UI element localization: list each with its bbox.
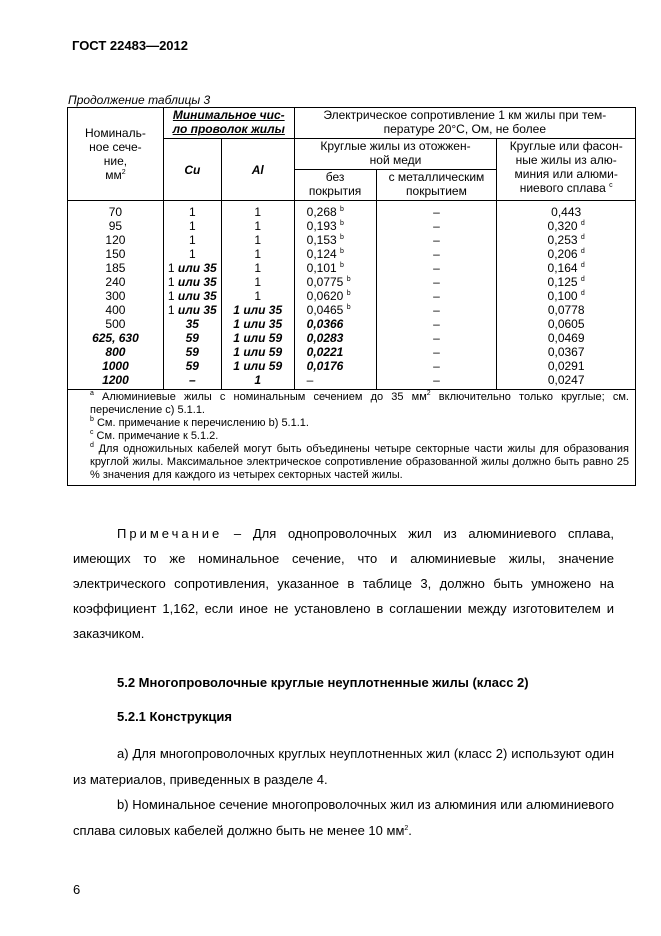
cell-r-no-coating: 0,0221 xyxy=(294,345,376,359)
table-row xyxy=(68,247,636,261)
cell-r-aluminium: 0,320 $^d$ xyxy=(497,219,636,233)
cell-cu: 1 xyxy=(163,233,221,247)
paragraph-item-b: b) Номинальное сечение многопроволочных жил из алюминия или алюминиевого сплава силовых кабелей должно быть не менее 10 $мм^2$. xyxy=(73,797,614,838)
header-annealed-copper: Круглые жилы из отожжен- ной меди xyxy=(294,139,497,170)
cell-al: 1 xyxy=(221,201,294,220)
header-resistance: Электрическое сопротивление 1 км жилы при тем- пературе 20°С, Ом, не более xyxy=(294,108,635,139)
cell-al: 1 xyxy=(221,233,294,247)
cell-al: 1 или 35 xyxy=(221,317,294,331)
cell-section: 400 xyxy=(68,303,164,317)
cell-r-no-coating: 0,0283 xyxy=(294,331,376,345)
cell-r-aluminium: 0,0469 xyxy=(497,331,636,345)
cell-r-aluminium: 0,253 $^d$ xyxy=(497,233,636,247)
cell-al: 1 или 59 xyxy=(221,359,294,373)
cell-r-aluminium: 0,0778 xyxy=(497,303,636,317)
footnote-d: $^d$ Для одножильных кабелей могут быть объединены четыре секторные части жилы для образования круглой жилы. Максимальное электрическое сопротивление образованной жилы должно быть равно 25 % значения для каждого из четырех секторных частей жилы. xyxy=(90,442,629,481)
cell-section: 95 xyxy=(68,219,164,233)
cell-r-aluminium: 0,206 $^d$ xyxy=(497,247,636,261)
cell-cu: 1 или 35 xyxy=(163,303,221,317)
cell-al: 1 xyxy=(221,247,294,261)
cell-al: 1 или 35 xyxy=(221,303,294,317)
section-5-2-1-title: 5.2.1 Конструкция xyxy=(117,709,232,724)
cell-al: 1 xyxy=(221,275,294,289)
cell-section: 240 xyxy=(68,275,164,289)
cell-cu: 35 xyxy=(163,317,221,331)
cell-section: 800 xyxy=(68,345,164,359)
cell-r-no-coating: 0,0775 $^b$ xyxy=(294,275,376,289)
header-round-shaped: Круглые или фасон- ные жилы из алю- миния или алюми- ниевого сплава $^c$ xyxy=(497,139,636,201)
cell-r-metal-coating: – xyxy=(376,345,497,359)
cell-section: 1200 xyxy=(68,373,164,390)
cell-r-metal-coating: – xyxy=(376,359,497,373)
cell-r-no-coating: 0,193 $^b$ xyxy=(294,219,376,233)
table-row xyxy=(68,359,636,373)
cell-r-no-coating: – xyxy=(294,373,376,390)
footnote-c: $^c$ См. примечание к 5.1.2. xyxy=(90,429,219,442)
cell-section: 625, 630 xyxy=(68,331,164,345)
cell-section: 1000 xyxy=(68,359,164,373)
cell-al: 1 xyxy=(221,219,294,233)
header-min-wires: Минимальное чис- ло проволок жилы xyxy=(163,108,294,139)
footnote-a: $^a$ Алюминиевые жилы с номинальным сечением до 35 $мм^2$ включительно только круглые; см. перечисление с) 5.1.1. xyxy=(90,390,629,416)
cell-r-no-coating: 0,0366 xyxy=(294,317,376,331)
cell-section: 500 xyxy=(68,317,164,331)
paragraph-item-a: a) Для многопроволочных круглых неуплотненных жил (класс 2) используют один из материалов, приведенных в разделе 4. xyxy=(73,746,614,787)
page-number: 6 xyxy=(73,882,81,897)
cell-r-no-coating: 0,153 $^b$ xyxy=(294,233,376,247)
cell-cu: 59 xyxy=(163,331,221,345)
table-row xyxy=(68,233,636,247)
cell-r-metal-coating: – xyxy=(376,201,497,220)
table-caption: Продолжение таблицы 3 xyxy=(68,93,211,107)
cell-cu: 1 xyxy=(163,201,221,220)
cell-cu: 1 xyxy=(163,247,221,261)
cell-r-no-coating: 0,268 $^b$ xyxy=(294,201,376,220)
cell-r-metal-coating: – xyxy=(376,331,497,345)
cell-al: 1 или 59 xyxy=(221,345,294,359)
cell-al: 1 xyxy=(221,373,294,390)
footnote-b: $^b$ См. примечание к перечислению b) 5.1.1. xyxy=(90,416,309,429)
cell-r-no-coating: 0,0465 $^b$ xyxy=(294,303,376,317)
cell-al: 1 или 59 xyxy=(221,331,294,345)
section-5-2-title: 5.2 Многопроволочные круглые неуплотненные жилы (класс 2) xyxy=(117,675,529,690)
cell-r-metal-coating: – xyxy=(376,247,497,261)
cell-r-aluminium: 0,0291 xyxy=(497,359,636,373)
cell-r-metal-coating: – xyxy=(376,303,497,317)
note-paragraph: Примечание – Для однопроволочных жил из алюминиевого сплава, имеющих то же номинальное сечение, что и алюминиевые жилы, значение электрического сопротивления, указанное в таблице 3, должно быть умножено на коэффициент 1,162, если иное не установлено в соглашении между изготовителем и заказчиком. xyxy=(73,526,614,641)
table-row xyxy=(68,373,636,390)
cell-r-aluminium: 0,164 $^d$ xyxy=(497,261,636,275)
cell-r-aluminium: 0,125 $^d$ xyxy=(497,275,636,289)
table-footnotes xyxy=(68,390,636,486)
cell-r-metal-coating: – xyxy=(376,261,497,275)
header-metal-coating: с металлическим покрытием xyxy=(376,170,497,201)
cell-section: 300 xyxy=(68,289,164,303)
cell-cu: 1 или 35 xyxy=(163,275,221,289)
cell-r-metal-coating: – xyxy=(376,233,497,247)
table-row xyxy=(68,303,636,317)
cell-r-metal-coating: – xyxy=(376,317,497,331)
table-row xyxy=(68,289,636,303)
table-row xyxy=(68,331,636,345)
header-no-coating: без покрытия xyxy=(294,170,376,201)
cell-section: 150 xyxy=(68,247,164,261)
table-row xyxy=(68,201,636,220)
table-row xyxy=(68,275,636,289)
cell-cu: 1 или 35 xyxy=(163,289,221,303)
cell-r-aluminium: 0,0247 xyxy=(497,373,636,390)
cell-r-aluminium: 0,0367 xyxy=(497,345,636,359)
cell-al: 1 xyxy=(221,289,294,303)
cell-cu: – xyxy=(163,373,221,390)
cell-r-no-coating: 0,0176 xyxy=(294,359,376,373)
cell-cu: 1 xyxy=(163,219,221,233)
table-row xyxy=(68,317,636,331)
cell-section: 70 xyxy=(68,201,164,220)
cell-cu: 59 xyxy=(163,359,221,373)
cell-r-aluminium: 0,443 xyxy=(497,201,636,220)
cell-r-aluminium: 0,0605 xyxy=(497,317,636,331)
table-row xyxy=(68,219,636,233)
table-row xyxy=(68,345,636,359)
cell-cu: 1 или 35 xyxy=(163,261,221,275)
cell-r-no-coating: 0,124 $^b$ xyxy=(294,247,376,261)
header-al: Al xyxy=(221,139,294,201)
cell-r-no-coating: 0,0620 $^b$ xyxy=(294,289,376,303)
document-header: ГОСТ 22483—2012 xyxy=(72,38,188,53)
header-nominal-section: Номиналь- ное сече- ние, $мм^2$ xyxy=(68,108,164,201)
cell-r-metal-coating: – xyxy=(376,275,497,289)
cell-r-no-coating: 0,101 $^b$ xyxy=(294,261,376,275)
cell-r-metal-coating: – xyxy=(376,219,497,233)
cell-section: 120 xyxy=(68,233,164,247)
cell-r-metal-coating: – xyxy=(376,373,497,390)
cell-al: 1 xyxy=(221,261,294,275)
cell-cu: 59 xyxy=(163,345,221,359)
table-row xyxy=(68,261,636,275)
resistance-table xyxy=(67,107,636,486)
cell-r-aluminium: 0,100 $^d$ xyxy=(497,289,636,303)
cell-section: 185 xyxy=(68,261,164,275)
cell-r-metal-coating: – xyxy=(376,289,497,303)
header-cu: Cu xyxy=(163,139,221,201)
